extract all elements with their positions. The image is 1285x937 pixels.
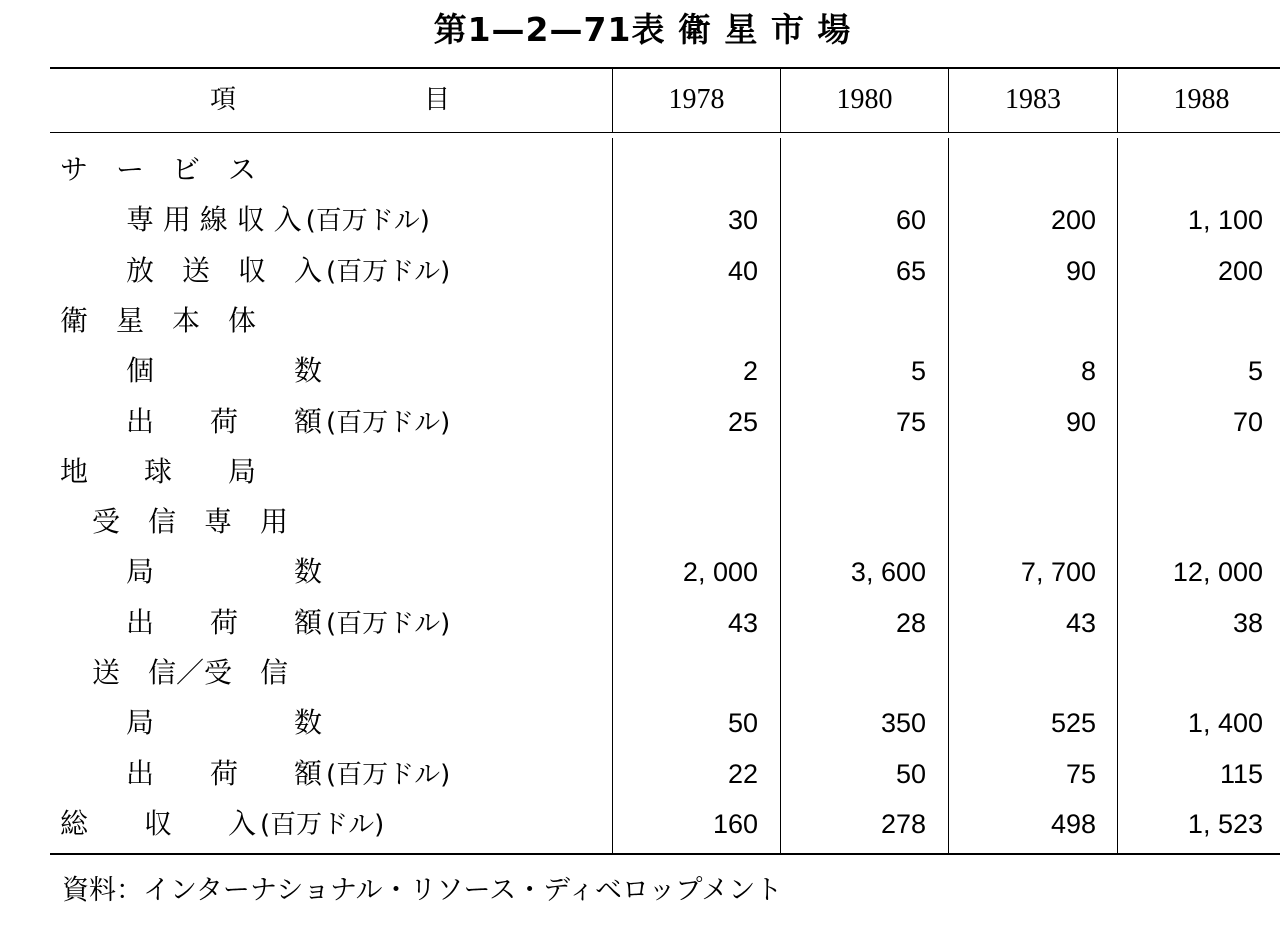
row-label [126,402,450,443]
table-row [0,301,1285,341]
header-rule [50,132,1280,133]
column-divider [1117,138,1118,853]
table-row [0,452,1285,492]
header-item-right: 目 [423,85,450,115]
header-year: 1978 [668,84,725,115]
row-label-text: 出 荷 額 [126,405,323,438]
row-label-text: 受 信 専 用 [92,505,289,538]
cell-value: 12, 000 [1172,557,1263,587]
row-label [126,754,450,795]
cell-value: 1, 400 [1187,708,1263,738]
cell-value: 28 [895,608,926,638]
cell-value: 43 [1065,608,1096,638]
cell-value: 43 [727,608,758,638]
row-label [60,301,256,341]
row-label-text: 局 数 [126,555,323,588]
cell-value: 5 [910,356,926,386]
row-unit: (百万ドル) [260,810,385,840]
top-rule [50,67,1280,69]
row-label [126,351,322,391]
header-item-left: 項 [210,85,237,115]
cell-value: 3, 600 [850,557,926,587]
cell-value: 22 [727,759,758,789]
row-label-text: 衛 星 本 体 [60,304,257,337]
header-item [60,80,595,120]
table-row [0,251,1285,291]
row-label [60,150,256,190]
cell-value: 25 [727,407,758,437]
row-label [126,703,322,743]
table-row [0,552,1285,592]
row-label [126,251,450,292]
cell-value: 160 [712,809,758,839]
column-divider [780,138,781,853]
cell-value: 115 [1219,759,1263,789]
row-label [60,452,256,492]
row-label-text: 地 球 局 [60,455,257,488]
row-label [92,502,288,542]
cell-value: 5 [1247,356,1263,386]
cell-value: 1, 100 [1187,205,1263,235]
row-label [126,200,430,241]
row-unit: (百万ドル) [326,257,451,287]
cell-value: 2 [742,356,758,386]
row-label-text: 出 荷 額 [126,757,323,790]
row-label [92,653,288,693]
table-row [0,150,1285,190]
row-label-text: 放 送 収 入 [126,254,323,287]
cell-value: 60 [895,205,926,235]
table-row [0,603,1285,643]
column-divider [612,138,613,853]
row-label-text: 専 用 線 収 入 [126,203,302,236]
cell-value: 70 [1232,407,1263,437]
row-label-text: 送 信／受 信 [92,656,289,689]
table-row [0,703,1285,743]
cell-value: 90 [1065,407,1096,437]
table-row [0,754,1285,794]
cell-value: 7, 700 [1020,557,1096,587]
row-label [126,552,322,592]
table-row [0,351,1285,391]
row-label-text: 局 数 [126,706,323,739]
cell-value: 50 [895,759,926,789]
header-year: 1983 [1005,84,1061,115]
table-title: 第1—2—71表 衛 星 市 場 [433,10,852,49]
header-year: 1988 [1173,84,1230,115]
cell-value: 40 [727,256,758,286]
cell-value: 2, 000 [682,557,758,587]
cell-value: 1, 523 [1187,809,1263,839]
header-year: 1980 [836,84,893,115]
row-label-text: 個 数 [126,354,323,387]
row-unit: (百万ドル) [305,206,430,236]
cell-value: 8 [1080,356,1096,386]
cell-value: 50 [727,708,758,738]
cell-value: 38 [1232,608,1263,638]
cell-value: 30 [727,205,758,235]
row-unit: (百万ドル) [326,760,451,790]
cell-value: 75 [1065,759,1096,789]
column-divider [948,138,949,853]
cell-value: 90 [1065,256,1096,286]
cell-value: 525 [1050,708,1096,738]
cell-value: 65 [895,256,926,286]
source-note: 資料：インターナショナル・リソース・ディベロップメント [62,875,783,906]
cell-value: 278 [880,809,926,839]
row-label [126,603,450,644]
cell-value: 498 [1050,809,1096,839]
table-row [0,653,1285,693]
row-label-text: サ ー ビ ス [60,153,257,186]
row-label-text: 出 荷 額 [126,606,323,639]
cell-value: 75 [895,407,926,437]
cell-value: 350 [880,708,926,738]
row-label-text: 総 収 入 [60,807,257,840]
row-label [60,804,384,845]
table-row [0,502,1285,542]
bottom-rule [50,853,1280,855]
row-unit: (百万ドル) [326,408,451,438]
cell-value: 200 [1050,205,1096,235]
table-row [0,804,1285,844]
row-unit: (百万ドル) [326,609,451,639]
table-row [0,402,1285,442]
cell-value: 200 [1217,256,1263,286]
table-row [0,200,1285,240]
